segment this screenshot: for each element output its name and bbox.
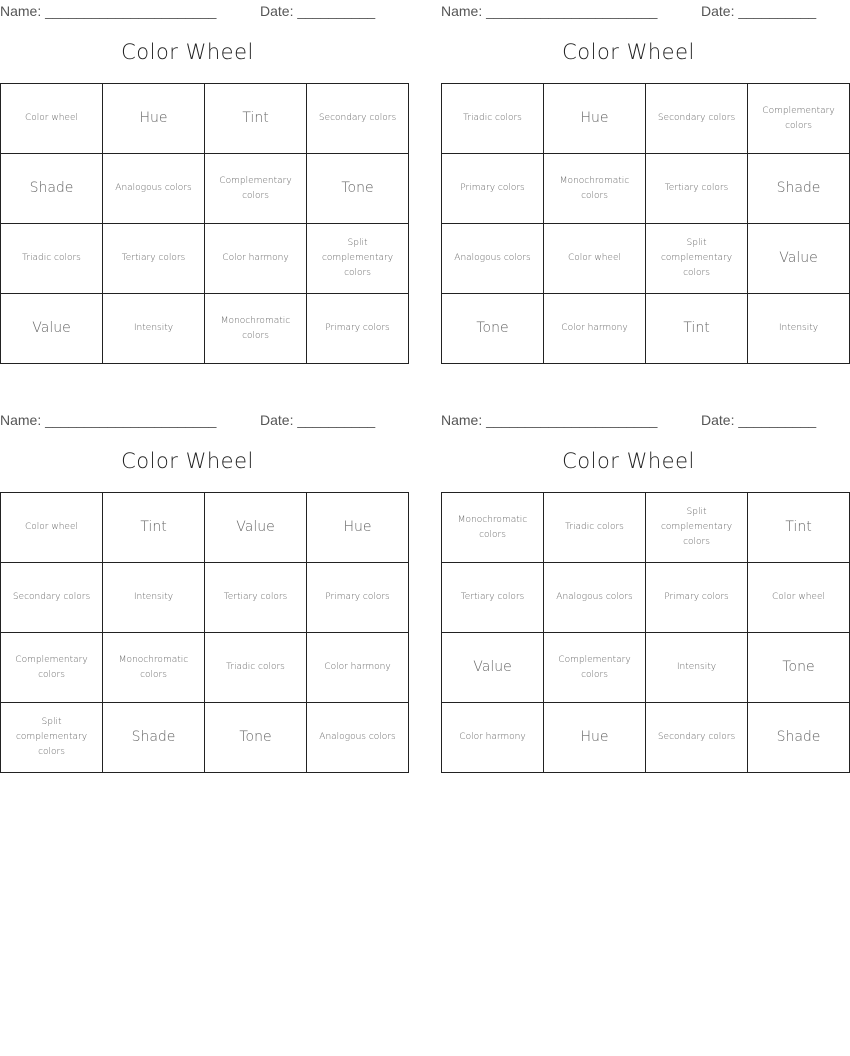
grid-cell: Color harmony bbox=[307, 633, 409, 703]
card-title: Color Wheel bbox=[562, 449, 695, 473]
grid-cell: Value bbox=[442, 633, 544, 703]
grid-row bbox=[1, 493, 409, 563]
grid-cell: Complementary colors bbox=[544, 633, 646, 703]
grid-cell: Split complementary colors bbox=[307, 224, 409, 294]
bingo-grid bbox=[0, 492, 409, 773]
grid-cell: Tone bbox=[205, 703, 307, 773]
grid-cell: Tint bbox=[205, 84, 307, 154]
grid-row bbox=[442, 224, 850, 294]
grid-row bbox=[442, 84, 850, 154]
grid-cell: Tertiary colors bbox=[103, 224, 205, 294]
bingo-card-3 bbox=[0, 409, 396, 757]
grid-cell: Triadic colors bbox=[544, 493, 646, 563]
grid-cell: Secondary colors bbox=[307, 84, 409, 154]
grid-cell: Secondary colors bbox=[646, 84, 748, 154]
grid-cell: Analogous colors bbox=[442, 224, 544, 294]
grid-cell: Split complementary colors bbox=[646, 493, 748, 563]
grid-cell: Tint bbox=[103, 493, 205, 563]
grid-row bbox=[1, 294, 409, 364]
date-field: Date: __________ bbox=[260, 3, 376, 19]
grid-cell: Hue bbox=[307, 493, 409, 563]
grid-cell: Intensity bbox=[646, 633, 748, 703]
grid-cell: Color wheel bbox=[748, 563, 850, 633]
grid-cell: Primary colors bbox=[646, 563, 748, 633]
grid-row bbox=[1, 154, 409, 224]
grid-cell: Tertiary colors bbox=[442, 563, 544, 633]
grid-cell: Intensity bbox=[103, 563, 205, 633]
bingo-card-4 bbox=[441, 409, 825, 745]
card-header bbox=[0, 0, 375, 20]
bingo-grid bbox=[441, 492, 850, 773]
name-field: Name: ______________________ bbox=[441, 412, 658, 428]
card-title: Color Wheel bbox=[121, 40, 254, 64]
grid-cell: Tint bbox=[748, 493, 850, 563]
bingo-card-2 bbox=[441, 0, 835, 336]
grid-cell: Intensity bbox=[103, 294, 205, 364]
grid-row bbox=[442, 703, 850, 773]
grid-row bbox=[1, 703, 409, 773]
grid-cell: Color harmony bbox=[205, 224, 307, 294]
grid-cell: Tint bbox=[646, 294, 748, 364]
grid-cell: Tertiary colors bbox=[205, 563, 307, 633]
grid-cell: Tertiary colors bbox=[646, 154, 748, 224]
grid-cell: Hue bbox=[544, 84, 646, 154]
bingo-card-1 bbox=[0, 0, 397, 341]
bingo-grid bbox=[441, 83, 850, 364]
grid-cell: Complementary colors bbox=[748, 84, 850, 154]
grid-cell: Primary colors bbox=[307, 563, 409, 633]
grid-cell: Primary colors bbox=[307, 294, 409, 364]
grid-cell: Secondary colors bbox=[646, 703, 748, 773]
grid-cell: Color wheel bbox=[1, 493, 103, 563]
grid-row bbox=[442, 563, 850, 633]
grid-cell: Intensity bbox=[748, 294, 850, 364]
name-field: Name: ______________________ bbox=[0, 412, 217, 428]
card-header bbox=[441, 0, 816, 20]
grid-cell: Split complementary colors bbox=[646, 224, 748, 294]
grid-cell: Triadic colors bbox=[205, 633, 307, 703]
grid-cell: Analogous colors bbox=[544, 563, 646, 633]
card-title: Color Wheel bbox=[121, 449, 254, 473]
grid-row bbox=[1, 84, 409, 154]
grid-cell: Shade bbox=[748, 154, 850, 224]
grid-cell: Value bbox=[748, 224, 850, 294]
grid-cell: Monochromatic colors bbox=[205, 294, 307, 364]
grid-cell: Value bbox=[1, 294, 103, 364]
grid-cell: Shade bbox=[748, 703, 850, 773]
grid-cell: Monochromatic colors bbox=[103, 633, 205, 703]
grid-row bbox=[442, 633, 850, 703]
grid-cell: Monochromatic colors bbox=[442, 493, 544, 563]
grid-row bbox=[1, 224, 409, 294]
grid-cell: Analogous colors bbox=[103, 154, 205, 224]
card-header bbox=[0, 409, 375, 429]
grid-row bbox=[1, 563, 409, 633]
grid-row bbox=[1, 633, 409, 703]
grid-cell: Shade bbox=[103, 703, 205, 773]
grid-cell: Triadic colors bbox=[1, 224, 103, 294]
grid-cell: Complementary colors bbox=[1, 633, 103, 703]
bingo-grid bbox=[0, 83, 409, 364]
date-field: Date: __________ bbox=[701, 3, 817, 19]
grid-cell: Triadic colors bbox=[442, 84, 544, 154]
card-header bbox=[441, 409, 816, 429]
grid-cell: Value bbox=[205, 493, 307, 563]
grid-cell: Monochromatic colors bbox=[544, 154, 646, 224]
grid-cell: Secondary colors bbox=[1, 563, 103, 633]
grid-cell: Color wheel bbox=[544, 224, 646, 294]
grid-cell: Tone bbox=[307, 154, 409, 224]
grid-cell: Shade bbox=[1, 154, 103, 224]
grid-cell: Hue bbox=[103, 84, 205, 154]
grid-cell: Primary colors bbox=[442, 154, 544, 224]
date-field: Date: __________ bbox=[260, 412, 376, 428]
grid-cell: Color wheel bbox=[1, 84, 103, 154]
grid-row bbox=[442, 493, 850, 563]
grid-cell: Analogous colors bbox=[307, 703, 409, 773]
card-title: Color Wheel bbox=[562, 40, 695, 64]
name-field: Name: ______________________ bbox=[441, 3, 658, 19]
date-field: Date: __________ bbox=[701, 412, 817, 428]
grid-row bbox=[442, 154, 850, 224]
grid-cell: Split complementary colors bbox=[1, 703, 103, 773]
grid-cell: Color harmony bbox=[442, 703, 544, 773]
name-field: Name: ______________________ bbox=[0, 3, 217, 19]
grid-cell: Complementary colors bbox=[205, 154, 307, 224]
grid-cell: Tone bbox=[748, 633, 850, 703]
grid-cell: Color harmony bbox=[544, 294, 646, 364]
grid-row bbox=[442, 294, 850, 364]
grid-cell: Tone bbox=[442, 294, 544, 364]
grid-cell: Hue bbox=[544, 703, 646, 773]
